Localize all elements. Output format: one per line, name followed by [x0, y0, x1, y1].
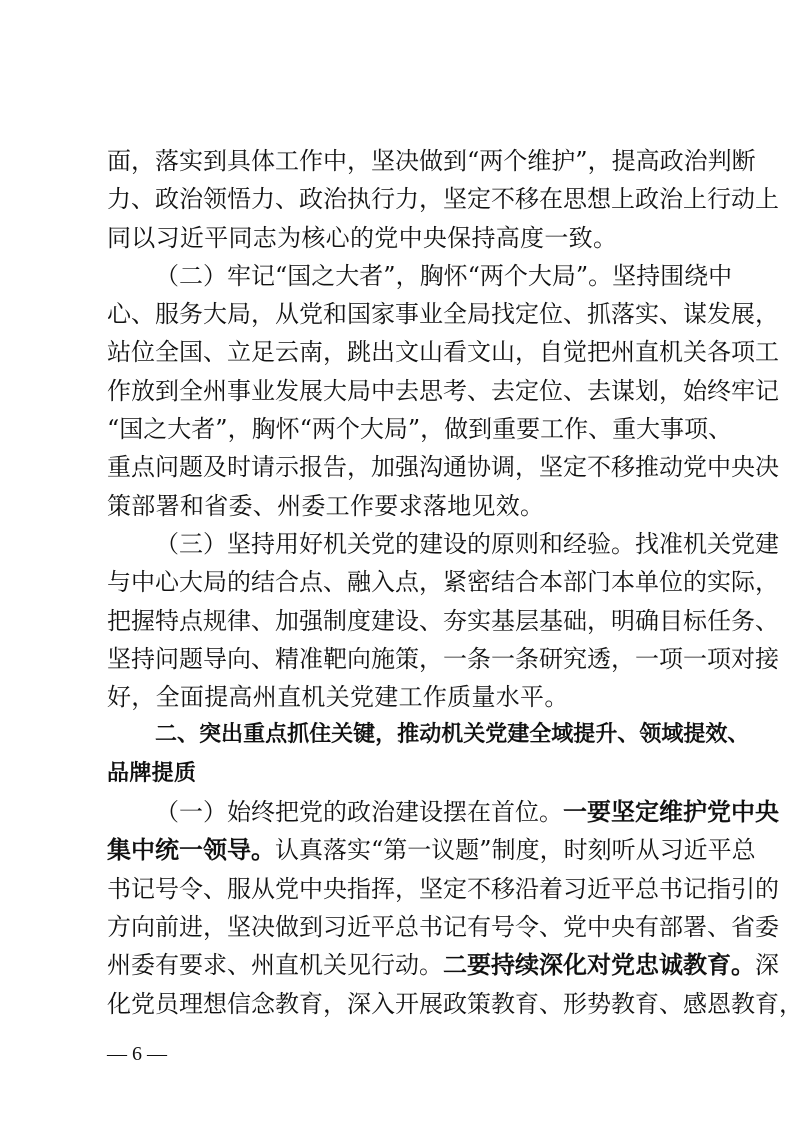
section-heading-line: 品 牌 提 质: [107, 760, 196, 786]
paragraph-line: 策 部 署 和 省 委 、 州 委 工 作 要 求 落 地 见 效 。: [107, 491, 545, 520]
paragraph-line: 力 、 政 治 领 悟 力 、 政 治 执 行 力 ， 坚 定 不 移 在 思 想 上 政 治 上 行 动 上: [107, 185, 779, 214]
paragraph-line: 站 位 全 国 、 立 足 云 南 ， 跳 出 文 山 看 文 山 ， 自 觉 把 州 直 机 关 各 项 工: [107, 338, 779, 367]
paragraph-line: 坚 持 问 题 导 向 、 精 准 靶 向 施 策 ， 一 条 一 条 研 究 透 ， 一 项 一 项 对 接: [107, 644, 779, 673]
paragraph-line: 方 向 前 进 ， 坚 决 做 到 习 近 平 总 书 记 有 号 令 、 党 中 央 有 部 署 、 省 委: [107, 912, 779, 941]
paragraph-line: 同 以 习 近 平 同 志 为 核 心 的 党 中 央 保 持 高 度 一 致 。: [107, 223, 617, 252]
paragraph-line: 重 点 问 题 及 时 请 示 报 告 ， 加 强 沟 通 协 调 ， 坚 定 不 移 推 动 党 中 央 决: [107, 453, 779, 482]
paragraph-line: （ 二 ） 牢 记 “ 国 之 大 者 ” ， 胸 怀 “ 两 个 大 局 ” 。 坚 持 围 绕 中: [155, 261, 733, 290]
paragraph-line: （ 一 ） 始 终 把 党 的 政 治 建 设 摆 在 首 位 。 一 要 坚 定 维 护 党 中 央: [155, 797, 779, 827]
section-heading-line: 二 、 突 出 重 点 抓 住 关 键 ， 推 动 机 关 党 建 全 域 提 升 、 领 域 提 效 、: [155, 722, 750, 748]
paragraph-line: 好 ， 全 面 提 高 州 直 机 关 党 建 工 作 质 量 水 平 。: [107, 683, 569, 712]
paragraph-line: 书 记 号 令 、 服 从 党 中 央 指 挥 ， 坚 定 不 移 沿 着 习 近 平 总 书 记 指 引 的: [107, 874, 779, 903]
paragraph-line: 与 中 心 大 局 的 结 合 点 、 融 入 点 ， 紧 密 结 合 本 部 门 本 单 位 的 实 际 ，: [107, 568, 779, 597]
paragraph-line: 面 ， 落 实 到 具 体 工 作 中 ， 坚 决 做 到 “ 两 个 维 护 ” ， 提 高 政 治 判 断: [107, 147, 756, 175]
paragraph-line: 作 放 到 全 州 事 业 发 展 大 局 中 去 思 考 、 去 定 位 、 去 谋 划 ， 始 终 牢 记: [107, 376, 779, 405]
paragraph-line: 心 、 服 务 大 局 ， 从 党 和 国 家 事 业 全 局 找 定 位 、 抓 落 实 、 谋 发 展 ，: [107, 300, 779, 329]
page-number: — 6 —: [107, 1043, 167, 1065]
paragraph-line: 集 中 统 一 领 导 。 认 真 落 实 “ 第 一 议 题 ” 制 度 ， 时 刻 听 从 习 近 平 总: [107, 835, 756, 865]
paragraph-line: （ 三 ） 坚 持 用 好 机 关 党 的 建 设 的 原 则 和 经 验 。 找 准 机 关 党 建: [155, 529, 779, 558]
paragraph-line: 把 握 特 点 规 律 、 加 强 制 度 建 设 、 夯 实 基 层 基 础 ， 明 确 目 标 任 务 、: [107, 606, 779, 635]
paragraph-line: 化 党 员 理 想 信 念 教 育 ， 深 入 开 展 政 策 教 育 、 形 势 教 育 、 感 恩 教 育 ，: [107, 989, 803, 1018]
body-text: [107, 142, 803, 1023]
paragraph-line: “ 国 之 大 者 ” ， 胸 怀 “ 两 个 大 局 ” ， 做 到 重 要 工 作 、 重 大 事 项 、: [107, 415, 733, 444]
paragraph-line: 州 委 有 要 求 、 州 直 机 关 见 行 动 。 二 要 持 续 深 化 对 党 忠 诚 教 育 。 深: [107, 950, 779, 980]
